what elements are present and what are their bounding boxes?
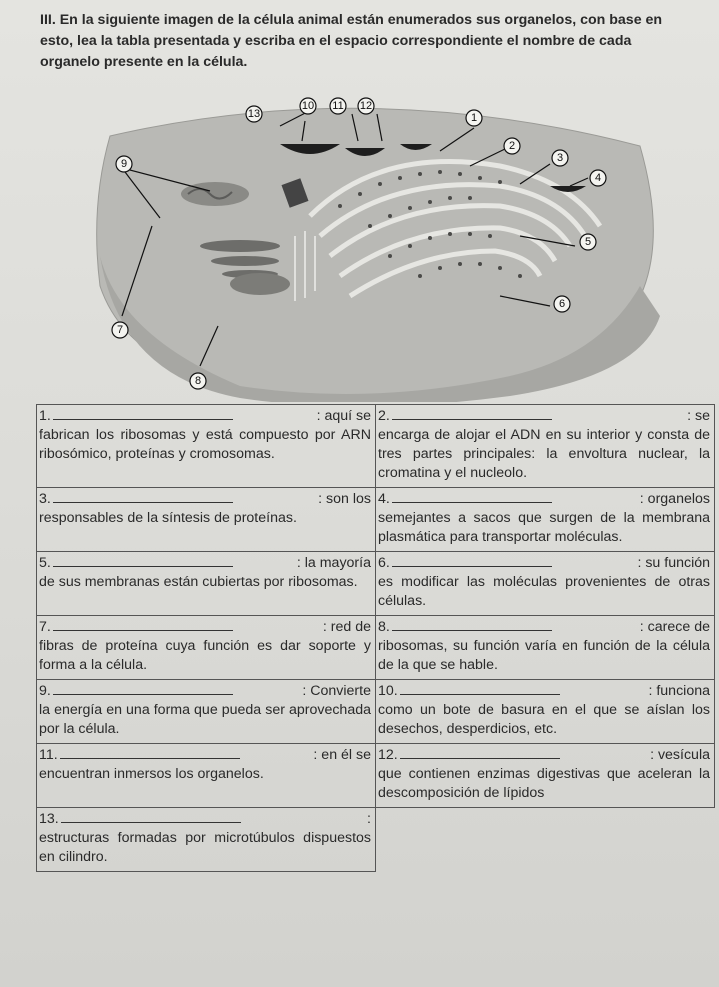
question-number: 8. (378, 619, 390, 635)
table-row (37, 405, 715, 488)
instructions: III. En la siguiente imagen de la célula animal están enumerados sus organelos, con base en esto, lea la tabla presentada y escriba en el espacio correspondiente el nombre de cada organelo presente en la célula. (40, 12, 663, 70)
question-text: como un bote de basura en el que se aíslan los desechos, desperdicios, etc. (378, 702, 710, 737)
table-row (37, 488, 715, 552)
table-row (37, 808, 715, 872)
question-text: estructuras formadas por microtúbulos dispuestos en cilindro. (39, 830, 371, 865)
table-row (37, 744, 715, 808)
label-8: 8 (194, 375, 202, 387)
question-head: : en él se (313, 747, 371, 763)
question-text: fibras de proteína cuya función es dar soporte y forma a la célula. (39, 638, 371, 673)
question-text: de sus membranas están cubiertas por ribosomas. (39, 574, 358, 590)
answer-blank[interactable] (61, 810, 241, 823)
question-text: encarga de alojar el ADN en su interior y consta de tres partes principales: la envoltura nuclear, la cromatina y el nucleolo. (378, 427, 710, 481)
question-head: : Convierte (302, 683, 371, 699)
label-11: 11 (332, 100, 344, 112)
question-text: que contienen enzimas digestivas que aceleran la descomposición de lípidos (378, 766, 710, 801)
question-number: 4. (378, 491, 390, 507)
table-row (37, 680, 715, 744)
question-cell (376, 744, 715, 808)
answer-blank[interactable] (53, 618, 233, 631)
question-number: 3. (39, 491, 51, 507)
answer-blank[interactable] (400, 746, 560, 759)
question-cell (37, 808, 376, 872)
answer-blank[interactable] (53, 682, 233, 695)
question-number: 2. (378, 408, 390, 424)
label-2: 2 (508, 140, 516, 152)
answer-blank[interactable] (53, 554, 233, 567)
question-text: ribosomas, su función varía en función de la célula de la que se hable. (378, 638, 710, 673)
label-4: 4 (594, 172, 602, 184)
question-head: : organelos (639, 491, 710, 507)
question-number: 13. (39, 811, 59, 827)
question-cell (376, 680, 715, 744)
label-7: 7 (116, 324, 124, 336)
question-cell (37, 680, 376, 744)
question-number: 5. (39, 555, 51, 571)
question-head: : carece de (639, 619, 710, 635)
question-head: : vesícula (650, 747, 710, 763)
question-head: : se (687, 408, 710, 424)
question-text: encuentran inmersos los organelos. (39, 766, 264, 782)
question-number: 6. (378, 555, 390, 571)
question-text: responsables de la síntesis de proteínas. (39, 510, 297, 526)
answer-blank[interactable] (392, 407, 552, 420)
question-cell (376, 616, 715, 680)
question-number: 10. (378, 683, 398, 699)
question-cell (376, 405, 715, 488)
animal-cell-figure (40, 86, 700, 402)
question-cell (37, 488, 376, 552)
question-cell (37, 616, 376, 680)
question-number: 1. (39, 408, 51, 424)
answer-blank[interactable] (392, 490, 552, 503)
question-number: 7. (39, 619, 51, 635)
label-1: 1 (470, 112, 478, 124)
question-number: 12. (378, 747, 398, 763)
mitochondrion-2 (230, 273, 290, 295)
organelle-table (36, 404, 715, 872)
answer-blank[interactable] (53, 407, 233, 420)
question-text: semejantes a sacos que surgen de la membrana plasmática para transportar moléculas. (378, 510, 710, 545)
label-3: 3 (556, 152, 564, 164)
question-cell (37, 744, 376, 808)
question-head: : la mayoría (296, 555, 371, 571)
label-6: 6 (558, 298, 566, 310)
answer-blank[interactable] (60, 746, 240, 759)
label-10: 10 (301, 100, 315, 112)
answer-blank[interactable] (392, 618, 552, 631)
answer-blank[interactable] (53, 490, 233, 503)
answer-blank[interactable] (392, 554, 552, 567)
question-head: : aquí se (316, 408, 371, 424)
question-head: : (367, 811, 371, 827)
question-head: : son los (318, 491, 371, 507)
question-cell (376, 488, 715, 552)
answer-blank[interactable] (400, 682, 560, 695)
table-row (37, 552, 715, 616)
question-number: 11. (39, 747, 58, 763)
label-9: 9 (120, 158, 128, 170)
question-number: 9. (39, 683, 51, 699)
cell-diagram (40, 86, 700, 402)
question-cell (37, 552, 376, 616)
empty-cell (376, 808, 715, 872)
question-text: es modificar las moléculas provenientes de otras células. (378, 574, 710, 609)
question-cell (376, 552, 715, 616)
label-12: 12 (359, 100, 373, 112)
question-head: : su función (637, 555, 710, 571)
label-5: 5 (584, 236, 592, 248)
label-13: 13 (247, 108, 261, 120)
question-text: la energía en una forma que pueda ser aprovechada por la célula. (39, 702, 371, 737)
question-head: : red de (322, 619, 371, 635)
question-head: : funciona (648, 683, 710, 699)
question-text: fabrican los ribosomas y está compuesto por ARN ribosómico, proteínas y cromosomas. (39, 427, 371, 462)
table-row (37, 616, 715, 680)
question-cell (37, 405, 376, 488)
